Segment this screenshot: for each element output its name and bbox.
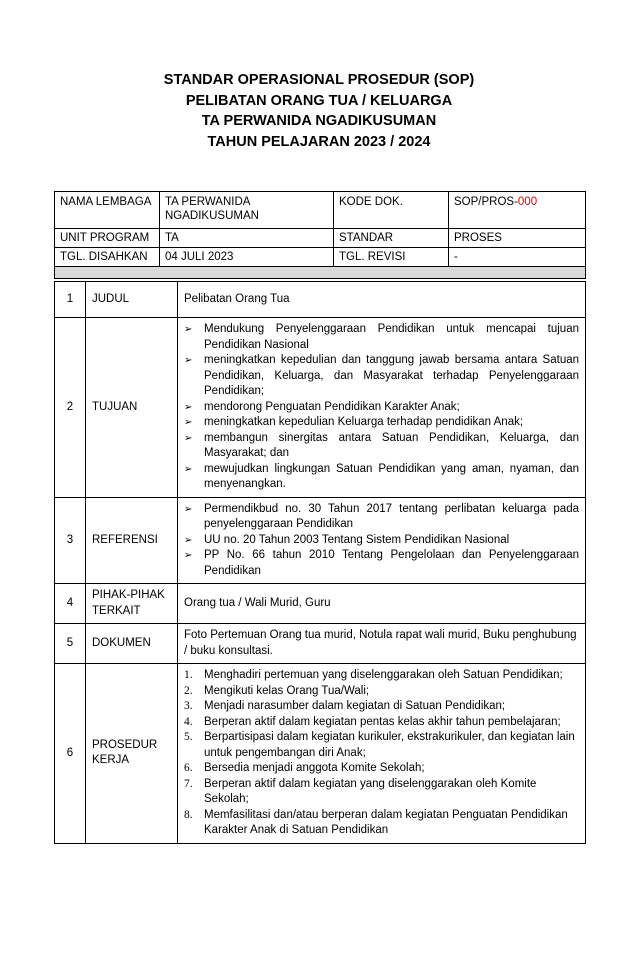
row-value: Orang tua / Wali Murid, Guru — [178, 584, 586, 624]
kode-dok-prefix: SOP/PROS- — [454, 196, 518, 208]
tgl-revisi-value: - — [449, 248, 586, 267]
row-pihak-terkait — [55, 584, 586, 624]
row-tujuan — [55, 318, 586, 498]
bullet-arrow-icon: ➢ — [184, 534, 193, 546]
row-number: 3 — [55, 497, 86, 584]
meta-row — [55, 229, 586, 248]
bullet-arrow-icon: ➢ — [184, 550, 193, 561]
list-item: ➢ PP No. 66 tahun 2010 Tentang Pengelolaan dan Penyelenggaraan Pendidikan — [184, 549, 579, 577]
title-line-1: STANDAR OPERASIONAL PROSEDUR (SOP) — [163, 72, 475, 88]
standar-value: PROSES — [449, 229, 586, 248]
list-item: ➢ mendorong Penguatan Pendidikan Karakter Anak; — [184, 400, 579, 416]
row-value: Pelibatan Orang Tua — [178, 282, 586, 318]
list-item: ➢ Permendikbud no. 30 Tahun 2017 tentang perlibatan keluarga pada penyelenggaraan Pendidikan — [184, 502, 579, 530]
bullet-arrow-icon: ➢ — [184, 355, 193, 366]
title-line-4: TAHUN PELAJARAN 2023 / 2024 — [207, 133, 431, 150]
row-prosedur — [55, 664, 586, 844]
kode-dok-number: 000 — [517, 196, 538, 208]
row-value: Foto Pertemuan Orang tua murid, Notula rapat wali murid, Buku penghubung / buku konsultasi. — [178, 624, 586, 664]
row-number: 5 — [55, 624, 86, 664]
bullet-arrow-icon: ➢ — [184, 432, 193, 444]
bullet-arrow-icon: ➢ — [184, 401, 193, 413]
row-number: 6 — [55, 664, 86, 844]
nama-lembaga-label: NAMA LEMBAGA — [55, 192, 160, 229]
bullet-arrow-icon: ➢ — [184, 463, 193, 475]
row-label: REFERENSI — [86, 497, 178, 584]
row-number: 2 — [55, 318, 86, 498]
meta-table — [54, 191, 586, 279]
list-item: ➢ UU no. 20 Tahun 2003 Tentang Sistem Pendidikan Nasional — [184, 533, 579, 549]
list-item: ➢ meningkatkan kepedulian dan tanggung jawab bersama antara Satuan Pendidikan, Keluarga, dan Masyarakat terhadap Penyelenggaraan Pendidikan; — [184, 354, 579, 397]
list-item: 3. Menjadi narasumber dalam kegiatan di Satuan Pendidikan; — [184, 700, 506, 712]
row-judul — [55, 282, 586, 318]
bullet-arrow-icon: ➢ — [184, 417, 193, 428]
document-title — [0, 70, 638, 152]
list-item: ➢ mewujudkan lingkungan Satuan Pendidikan yang aman, nyaman, dan menyenangkan. — [184, 462, 579, 490]
list-item: ➢ Mendukung Penyelenggaraan Pendidikan untuk mencapai tujuan Pendidikan Nasional — [184, 323, 579, 351]
unit-program-value: TA — [160, 229, 334, 248]
bullet-arrow-icon: ➢ — [184, 324, 193, 335]
list-item: 1. Menghadiri pertemuan yang diselenggarakan oleh Satuan Pendidikan; — [184, 669, 563, 681]
list-item: 5. Berpartisipasi dalam kegiatan kurikuler, ekstrakurikuler, dan kegiatan lain untuk pengembangan diri Anak; — [184, 731, 575, 759]
row-number: 1 — [55, 282, 86, 318]
list-item: ➢ membangun sinergitas antara Satuan Pendidikan, Keluarga, dan Masyarakat; dan — [184, 431, 579, 459]
separator-row — [55, 267, 586, 279]
row-value — [178, 318, 586, 498]
meta-row — [55, 192, 586, 229]
title-line-2: PELIBATAN ORANG TUA / KELUARGA — [185, 92, 453, 109]
referensi-list — [184, 502, 579, 580]
tujuan-list — [184, 322, 579, 493]
title-line-3: TA PERWANIDA NGADIKUSUMAN — [201, 113, 437, 129]
row-dokumen — [55, 624, 586, 664]
prosedur-list — [184, 668, 579, 839]
row-label: PROSEDUR KERJA — [86, 664, 178, 844]
list-item: 8. Memfasilitasi dan/atau berperan dalam kegiatan Penguatan Pendidikan Karakter Anak di Satuan Pendidikan — [184, 808, 568, 836]
gray-separator — [55, 267, 586, 279]
list-item: 2. Mengikuti kelas Orang Tua/Wali; — [184, 684, 370, 697]
list-item: 7. Berperan aktif dalam kegiatan yang diselenggarakan oleh Komite Sekolah; — [184, 777, 537, 805]
row-value — [178, 664, 586, 844]
unit-program-label: UNIT PROGRAM — [55, 229, 160, 248]
row-label: PIHAK-PIHAK TERKAIT — [86, 584, 178, 624]
bullet-arrow-icon: ➢ — [184, 503, 193, 515]
list-item: ➢ meningkatkan kepedulian Keluarga terhadap pendidikan Anak; — [184, 415, 579, 431]
nama-lembaga-value: TA PERWANIDA NGADIKUSUMAN — [160, 192, 334, 229]
row-number: 4 — [55, 584, 86, 624]
list-item: 6. Bersedia menjadi anggota Komite Sekolah; — [184, 762, 425, 774]
standar-label: STANDAR — [334, 229, 449, 248]
row-value — [178, 497, 586, 584]
row-label: JUDUL — [86, 282, 178, 318]
row-label: DOKUMEN — [86, 624, 178, 664]
row-referensi — [55, 497, 586, 584]
row-label: TUJUAN — [86, 318, 178, 498]
meta-row — [55, 248, 586, 267]
kode-dok-label: KODE DOK. — [334, 192, 449, 229]
list-item: 4. Berperan aktif dalam kegiatan pentas kelas akhir tahun pembelajaran; — [184, 715, 561, 728]
tgl-revisi-label: TGL. REVISI — [334, 248, 449, 267]
tgl-disahkan-value: 04 JULI 2023 — [160, 248, 334, 267]
kode-dok-value — [449, 192, 586, 229]
sop-table — [54, 281, 586, 844]
tgl-disahkan-label: TGL. DISAHKAN — [55, 248, 160, 267]
